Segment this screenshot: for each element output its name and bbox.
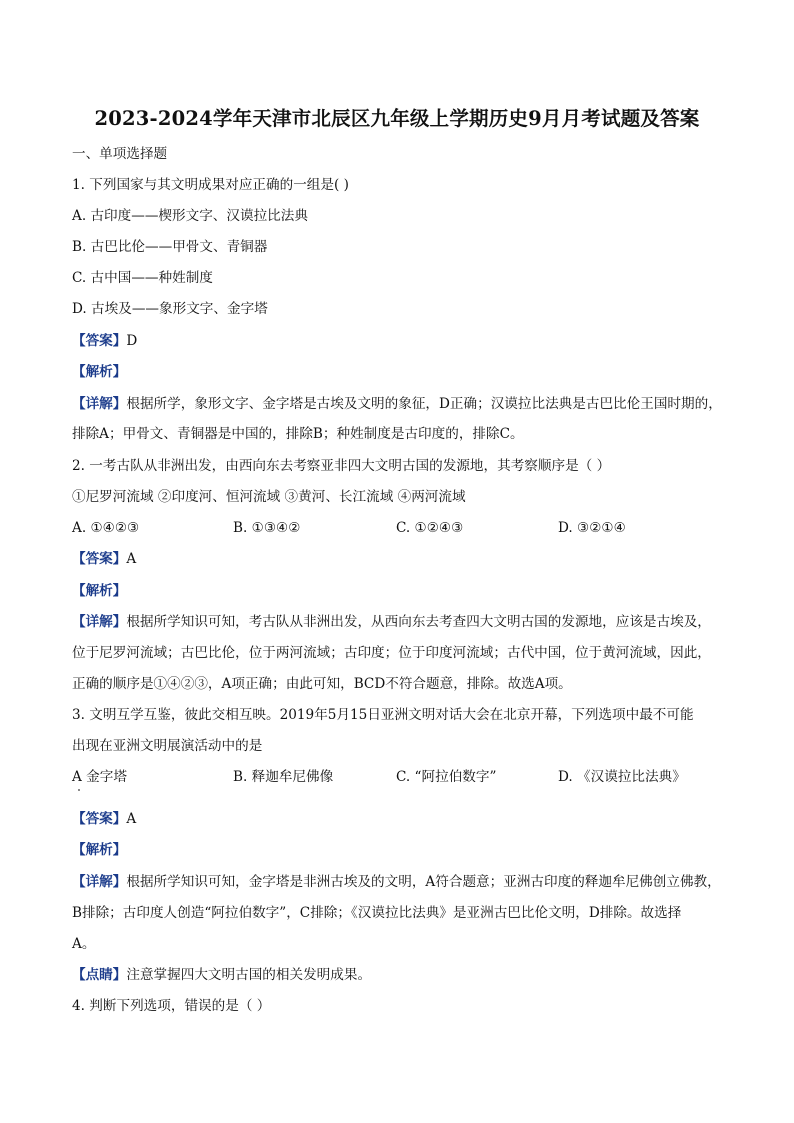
detail-text: 根据所学，象形文字、金字塔是古埃及文明的象征，D正确；汉谟拉比法典是古巴比伦王国时期的， xyxy=(126,396,722,412)
q3-stem-line1: 3. 文明互学互鉴，彼此交相互映。2019年5月15日亚洲文明对话大会在北京开幕，下列选项中最不可能 xyxy=(72,707,694,723)
q2-detail-line3: 正确的顺序是①④②③，A项正确；由此可知，BCD不符合题意，排除。故选A项。 xyxy=(72,676,572,692)
q3-option-a: A 金字塔 xyxy=(72,769,127,785)
q3-detail-line3: A。 xyxy=(72,936,96,952)
q3-answer xyxy=(72,808,732,830)
detail-tag: 【详解】 xyxy=(72,614,127,630)
q1-option-c: C. 古中国——种姓制度 xyxy=(72,270,213,286)
answer-value: D xyxy=(126,333,138,349)
q2-option-b: B. ①③④② xyxy=(233,520,301,536)
section-heading: 一、单项选择题 xyxy=(72,146,168,162)
answer-tag: 【答案】 xyxy=(72,333,127,349)
analysis-tag: 【解析】 xyxy=(72,842,127,858)
q1-stem: 1. 下列国家与其文明成果对应正确的一组是( ) xyxy=(72,177,349,193)
q1-analysis xyxy=(72,361,732,383)
q2-option-d: D. ③②①④ xyxy=(558,520,626,536)
q1-detail-line1 xyxy=(72,393,732,415)
q3-option-d: D. 《汉谟拉比法典》 xyxy=(558,769,686,785)
q1-detail-line2: 排除A；甲骨文、青铜器是中国的，排除B；种姓制度是古印度的，排除C。 xyxy=(72,426,524,442)
analysis-tag: 【解析】 xyxy=(72,364,127,380)
detail-text: 根据所学知识可知，考古队从非洲出发，从西向东去考查四大文明古国的发源地，应该是古埃及， xyxy=(126,614,711,630)
q3-point xyxy=(72,964,732,986)
q3-option-c: C. “阿拉伯数字” xyxy=(396,769,497,785)
q3-stem-line2: 出现在亚洲文明展演活动中的是 xyxy=(72,738,263,754)
detail-tag: 【详解】 xyxy=(72,396,127,412)
q2-detail-line2: 位于尼罗河流域；古巴比伦，位于两河流域；古印度；位于印度河流域；古代中国，位于黄河流域，因此， xyxy=(72,645,711,661)
q2-items: ①尼罗河流域 ②印度河、恒河流域 ③黄河、长江流域 ④两河流域 xyxy=(72,489,466,505)
q2-answer xyxy=(72,548,732,570)
stray-dot-mark xyxy=(78,789,80,791)
q1-option-a: A. 古印度——楔形文字、汉谟拉比法典 xyxy=(72,208,308,224)
answer-value: A xyxy=(126,551,137,567)
analysis-tag: 【解析】 xyxy=(72,583,127,599)
q1-option-b: B. 古巴比伦——甲骨文、青铜器 xyxy=(72,239,268,255)
answer-value: A xyxy=(126,811,137,827)
answer-tag: 【答案】 xyxy=(72,811,127,827)
detail-text: 根据所学知识可知，金字塔是非洲古埃及的文明，A符合题意；亚洲古印度的释迦牟尼佛创立佛教， xyxy=(126,874,721,890)
q4-stem: 4. 判断下列选项，错误的是（ ） xyxy=(72,998,271,1014)
q2-stem: 2. 一考古队从非洲出发，由西向东去考察亚非四大文明古国的发源地，其考察顺序是（ ） xyxy=(72,458,611,474)
q3-detail-line1 xyxy=(72,871,732,893)
q2-option-a: A. ①④②③ xyxy=(72,520,140,536)
detail-tag: 【详解】 xyxy=(72,874,127,890)
q3-option-b: B. 释迦牟尼佛像 xyxy=(233,769,334,785)
q3-detail-line2: B排除；古印度人创造“阿拉伯数字”，C排除；《汉谟拉比法典》是亚洲古巴比伦文明，D排除。故选择 xyxy=(72,905,682,921)
point-tag: 【点睛】 xyxy=(72,967,127,983)
q1-option-d: D. 古埃及——象形文字、金字塔 xyxy=(72,301,268,317)
document-title: 2023-2024学年天津市北辰区九年级上学期历史9月月考试题及答案 xyxy=(94,107,700,130)
point-text: 注意掌握四大文明古国的相关发明成果。 xyxy=(126,967,372,983)
q2-analysis xyxy=(72,580,732,602)
q2-option-c: C. ①②④③ xyxy=(396,520,464,536)
q3-analysis xyxy=(72,839,732,861)
q2-detail-line1 xyxy=(72,611,732,633)
q1-answer xyxy=(72,330,732,352)
answer-tag: 【答案】 xyxy=(72,551,127,567)
